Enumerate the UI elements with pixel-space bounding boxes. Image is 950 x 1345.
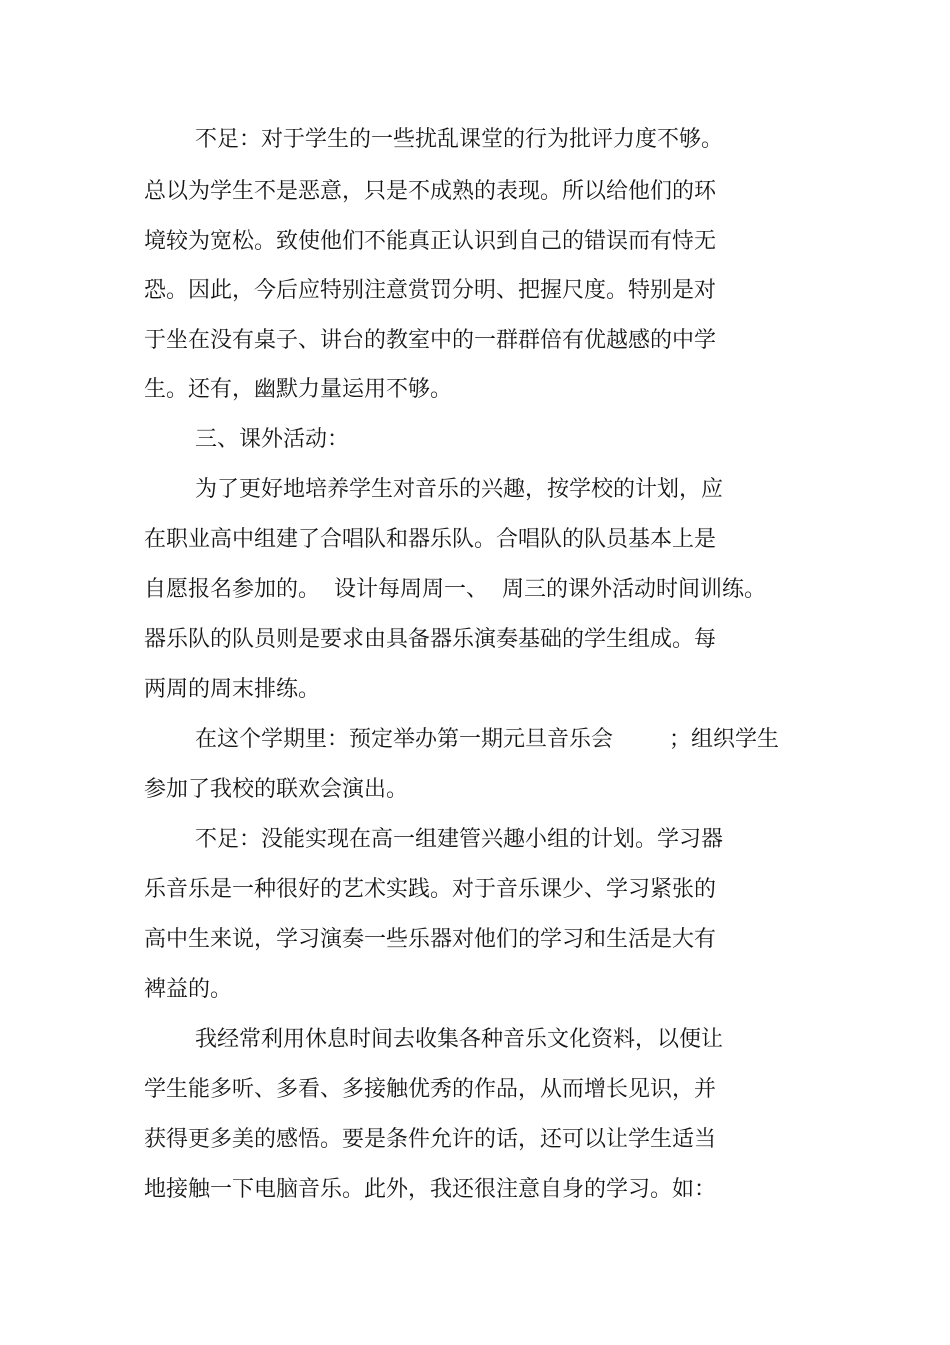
- paragraph-4-line-1: 在这个学期里：预定举办第一期元旦音乐会 ；组织学生: [195, 727, 779, 752]
- paragraph-3-line-2: 在职业高中组建了合唱队和器乐队。合唱队的队员基本上是: [144, 527, 717, 552]
- paragraph-6-line-2: 学生能多听、多看、多接触优秀的作品，从而增长见识，并: [144, 1077, 717, 1102]
- paragraph-3-line-1: 为了更好地培养学生对音乐的兴趣，按学校的计划，应: [195, 477, 724, 502]
- paragraph-6-line-3: 获得更多美的感悟。要是条件允许的话，还可以让学生适当: [144, 1127, 717, 1152]
- paragraph-5-line-3: 高中生来说，学习演奏一些乐器对他们的学习和生活是大有: [144, 927, 717, 952]
- paragraph-1-line-1: 不足：对于学生的一些扰乱课堂的行为批评力度不够。: [195, 127, 724, 152]
- paragraph-5-line-1: 不足：没能实现在高一组建管兴趣小组的计划。学习器: [195, 827, 724, 852]
- paragraph-1-line-2: 总以为学生不是恶意，只是不成熟的表现。所以给他们的环: [144, 179, 717, 204]
- paragraph-3-line-3: 自愿报名参加的。 设计每周周一、 周三的课外活动时间训练。: [144, 577, 766, 602]
- paragraph-6-line-1: 我经常利用休息时间去收集各种音乐文化资料，以便让: [195, 1027, 724, 1052]
- paragraph-1-line-3: 境较为宽松。致使他们不能真正认识到自己的错误而有恃无: [144, 229, 717, 254]
- paragraph-4-line-2: 参加了我校的联欢会演出。: [144, 777, 409, 802]
- section-heading: 三、课外活动：: [195, 427, 350, 452]
- paragraph-5-line-2: 乐音乐是一种很好的艺术实践。对于音乐课少、学习紧张的: [144, 877, 717, 902]
- paragraph-3-line-4: 器乐队的队员则是要求由具备器乐演奏基础的学生组成。每: [144, 627, 717, 652]
- paragraph-6-line-4: 地接触一下电脑音乐。此外，我还很注意自身的学习。如：: [144, 1177, 717, 1202]
- paragraph-5-line-4: 裨益的。: [144, 977, 233, 1002]
- paragraph-1-line-4: 恐。因此，今后应特别注意赏罚分明、把握尺度。特别是对: [144, 278, 717, 303]
- paragraph-3-line-5: 两周的周末排练。: [144, 677, 321, 702]
- paragraph-1-line-6: 生。还有，幽默力量运用不够。: [144, 377, 453, 402]
- paragraph-1-line-5: 于坐在没有桌子、讲台的教室中的一群群倍有优越感的中学: [144, 328, 717, 353]
